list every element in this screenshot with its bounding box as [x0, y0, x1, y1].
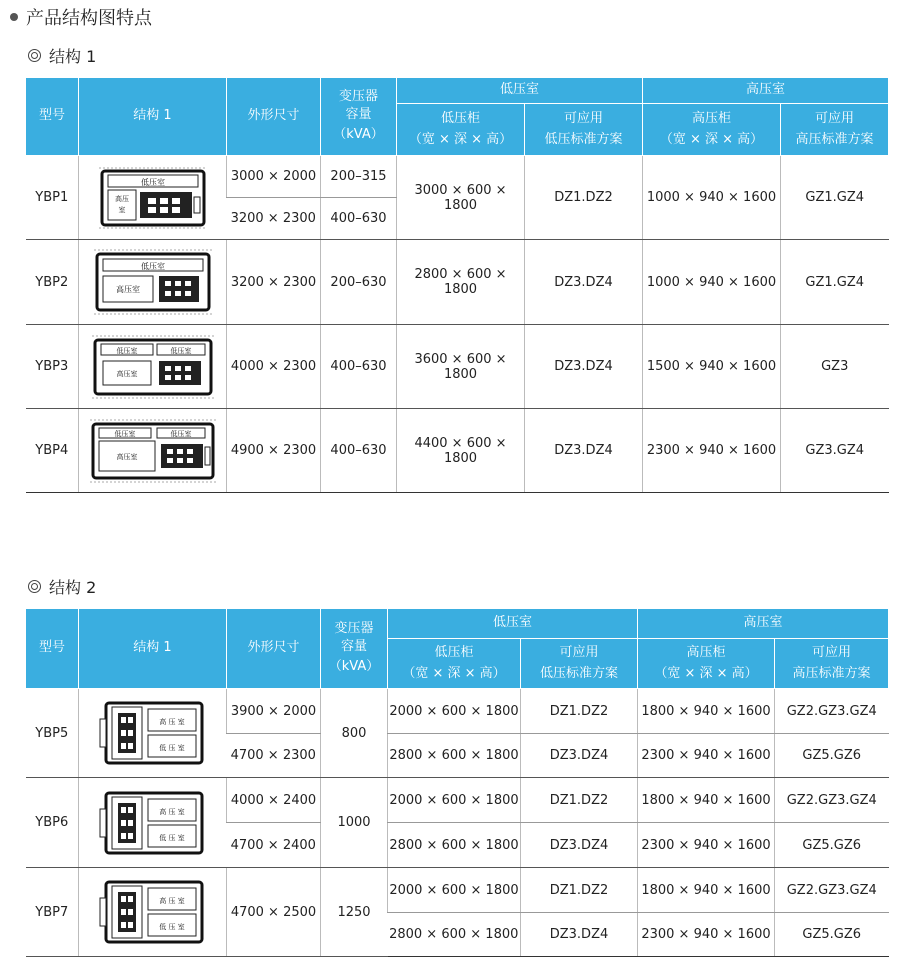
svg-text:低压室: 低压室: [116, 346, 137, 355]
table-row: [26, 156, 889, 198]
double-circle-icon: [28, 49, 41, 62]
header-row: [26, 78, 889, 104]
th-low-cabinet: 低压柜 （宽 × 深 × 高）: [388, 639, 521, 689]
th-high-cabinet: 高压柜 （宽 × 深 × 高）: [643, 104, 781, 156]
section-title-1: 结构 1: [28, 44, 96, 67]
cell-high-cabinet: 2300 × 940 × 1600: [638, 734, 775, 778]
cell-high-cabinet: 2300 × 940 × 1600: [638, 913, 775, 957]
cell-diagram: [79, 156, 227, 240]
layout-diagram-ybp6: [98, 787, 208, 859]
svg-text:低 压 室: 低 压 室: [158, 923, 185, 931]
cell-low-cabinet: 2000 × 600 × 1800: [388, 689, 521, 734]
cell-high-cabinet: 1500 × 940 × 1600: [643, 325, 781, 409]
svg-text:高 压 室: 高 压 室: [158, 718, 185, 726]
table-row: [26, 409, 889, 493]
svg-text:高压: 高压: [114, 194, 129, 203]
th-high-scheme: 可应用 高压标准方案: [775, 639, 889, 689]
cell-high-scheme: GZ3.GZ4: [781, 409, 889, 493]
cell-low-cabinet: 3000 × 600 × 1800: [397, 156, 525, 240]
cell-size: 4900 × 2300: [227, 409, 321, 493]
cell-size: 3900 × 2000: [227, 689, 321, 734]
th-high-scheme: 可应用 高压标准方案: [781, 104, 889, 156]
cell-low-scheme: DZ3.DZ4: [525, 409, 643, 493]
cell-low-cabinet: 2800 × 600 × 1800: [388, 823, 521, 868]
cell-low-scheme: DZ1.DZ2: [521, 868, 638, 913]
table-row: [26, 778, 889, 823]
cell-high-cabinet: 2300 × 940 × 1600: [638, 823, 775, 868]
cell-model: YBP6: [26, 778, 79, 868]
cell-high-cabinet: 2300 × 940 × 1600: [643, 409, 781, 493]
cell-size: 4700 × 2400: [227, 823, 321, 868]
svg-text:低压室: 低压室: [170, 346, 191, 355]
double-circle-icon: [28, 580, 41, 593]
cell-low-scheme: DZ3.DZ4: [525, 240, 643, 325]
cell-model: YBP2: [26, 240, 79, 325]
cell-low-scheme: DZ1.DZ2: [521, 689, 638, 734]
table-row: [26, 325, 889, 409]
cell-low-cabinet: 4400 × 600 × 1800: [397, 409, 525, 493]
th-low-cabinet: 低压柜 （宽 × 深 × 高）: [397, 104, 525, 156]
cell-high-scheme: GZ2.GZ3.GZ4: [775, 778, 889, 823]
cell-high-scheme: GZ5.GZ6: [775, 823, 889, 868]
cell-size: 4700 × 2300: [227, 734, 321, 778]
spec-table-2: [25, 608, 889, 957]
cell-capacity: 1000: [321, 778, 388, 868]
cell-diagram: [79, 868, 227, 957]
cell-high-scheme: GZ5.GZ6: [775, 734, 889, 778]
cell-low-cabinet: 2000 × 600 × 1800: [388, 778, 521, 823]
cell-model: YBP3: [26, 325, 79, 409]
cell-size: 3200 × 2300: [227, 240, 321, 325]
layout-diagram-ybp3: [91, 333, 215, 401]
page-title: [10, 4, 152, 30]
svg-text:高 压 室: 高 压 室: [158, 897, 185, 905]
cell-capacity: 1250: [321, 868, 388, 957]
cell-model: YBP7: [26, 868, 79, 957]
th-high-room: 高压室: [638, 609, 889, 639]
th-size: 外形尺寸: [227, 609, 321, 689]
cell-model: YBP4: [26, 409, 79, 493]
cell-diagram: [79, 240, 227, 325]
cell-size: 3200 × 2300: [227, 198, 321, 240]
svg-text:低压室: 低压室: [170, 429, 191, 438]
svg-text:高压室: 高压室: [116, 369, 137, 378]
cell-high-scheme: GZ5.GZ6: [775, 913, 889, 957]
cell-high-cabinet: 1000 × 940 × 1600: [643, 156, 781, 240]
cell-capacity: 200–315: [321, 156, 397, 198]
svg-text:低压室: 低压室: [140, 262, 165, 271]
th-model: 型号: [26, 78, 79, 156]
cell-high-cabinet: 1800 × 940 × 1600: [638, 689, 775, 734]
th-high-cabinet: 高压柜 （宽 × 深 × 高）: [638, 639, 775, 689]
layout-diagram-ybp2: [93, 246, 213, 318]
cell-low-scheme: DZ1.DZ2: [525, 156, 643, 240]
svg-text:高 压 室: 高 压 室: [158, 807, 185, 816]
cell-high-scheme: GZ1.GZ4: [781, 240, 889, 325]
cell-high-scheme: GZ2.GZ3.GZ4: [775, 868, 889, 913]
svg-text:低 压 室: 低 压 室: [158, 744, 185, 752]
cell-high-scheme: GZ2.GZ3.GZ4: [775, 689, 889, 734]
layout-diagram-ybp1: [98, 165, 208, 231]
cell-diagram: [79, 778, 227, 868]
cell-low-cabinet: 2800 × 600 × 1800: [388, 734, 521, 778]
cell-high-cabinet: 1800 × 940 × 1600: [638, 868, 775, 913]
svg-text:低压室: 低压室: [140, 177, 165, 187]
cell-capacity: 200–630: [321, 240, 397, 325]
th-low-scheme: 可应用 低压标准方案: [525, 104, 643, 156]
th-low-scheme: 可应用 低压标准方案: [521, 639, 638, 689]
spec-table-1: [25, 77, 889, 493]
svg-text:高压室: 高压室: [116, 452, 137, 461]
table-row: [26, 868, 889, 913]
cell-size: 4000 × 2400: [227, 778, 321, 823]
th-structure: 结构 1: [79, 78, 227, 156]
cell-diagram: [79, 689, 227, 778]
th-low-room: 低压室: [388, 609, 638, 639]
svg-text:高压室: 高压室: [115, 285, 140, 294]
th-size: 外形尺寸: [227, 78, 321, 156]
svg-text:低 压 室: 低 压 室: [158, 833, 185, 842]
cell-low-cabinet: 2000 × 600 × 1800: [388, 868, 521, 913]
cell-low-scheme: DZ3.DZ4: [521, 823, 638, 868]
cell-low-scheme: DZ3.DZ4: [525, 325, 643, 409]
cell-diagram: [79, 325, 227, 409]
th-model: 型号: [26, 609, 79, 689]
th-capacity: 变压器容量 （kVA）: [321, 609, 388, 689]
cell-high-cabinet: 1800 × 940 × 1600: [638, 778, 775, 823]
th-high-room: 高压室: [643, 78, 889, 104]
cell-low-cabinet: 2800 × 600 × 1800: [397, 240, 525, 325]
table-row: [26, 689, 889, 734]
page-title-text: 产品结构图特点: [26, 8, 152, 29]
svg-text:低压室: 低压室: [114, 429, 135, 438]
cell-high-scheme: GZ3: [781, 325, 889, 409]
cell-model: YBP5: [26, 689, 79, 778]
cell-low-scheme: DZ3.DZ4: [521, 734, 638, 778]
cell-high-scheme: GZ1.GZ4: [781, 156, 889, 240]
cell-low-scheme: DZ3.DZ4: [521, 913, 638, 957]
cell-capacity: 800: [321, 689, 388, 778]
layout-diagram-ybp7: [98, 876, 208, 948]
th-low-room: 低压室: [397, 78, 643, 104]
cell-diagram: [79, 409, 227, 493]
cell-high-cabinet: 1000 × 940 × 1600: [643, 240, 781, 325]
th-structure: 结构 1: [79, 609, 227, 689]
cell-capacity: 400–630: [321, 325, 397, 409]
layout-diagram-ybp5: [98, 697, 208, 769]
cell-capacity: 400–630: [321, 409, 397, 493]
cell-size: 4700 × 2500: [227, 868, 321, 957]
cell-capacity: 400–630: [321, 198, 397, 240]
cell-low-cabinet: 3600 × 600 × 1800: [397, 325, 525, 409]
cell-size: 3000 × 2000: [227, 156, 321, 198]
layout-diagram-ybp4: [89, 417, 217, 485]
svg-text:室: 室: [118, 205, 125, 214]
bullet-icon: [10, 13, 18, 21]
cell-model: YBP1: [26, 156, 79, 240]
th-capacity: 变压器容量 （kVA）: [321, 78, 397, 156]
table-row: [26, 240, 889, 325]
cell-low-scheme: DZ1.DZ2: [521, 778, 638, 823]
cell-size: 4000 × 2300: [227, 325, 321, 409]
cell-low-cabinet: 2800 × 600 × 1800: [388, 913, 521, 957]
section-title-2: 结构 2: [28, 575, 96, 598]
header-row: [26, 609, 889, 639]
